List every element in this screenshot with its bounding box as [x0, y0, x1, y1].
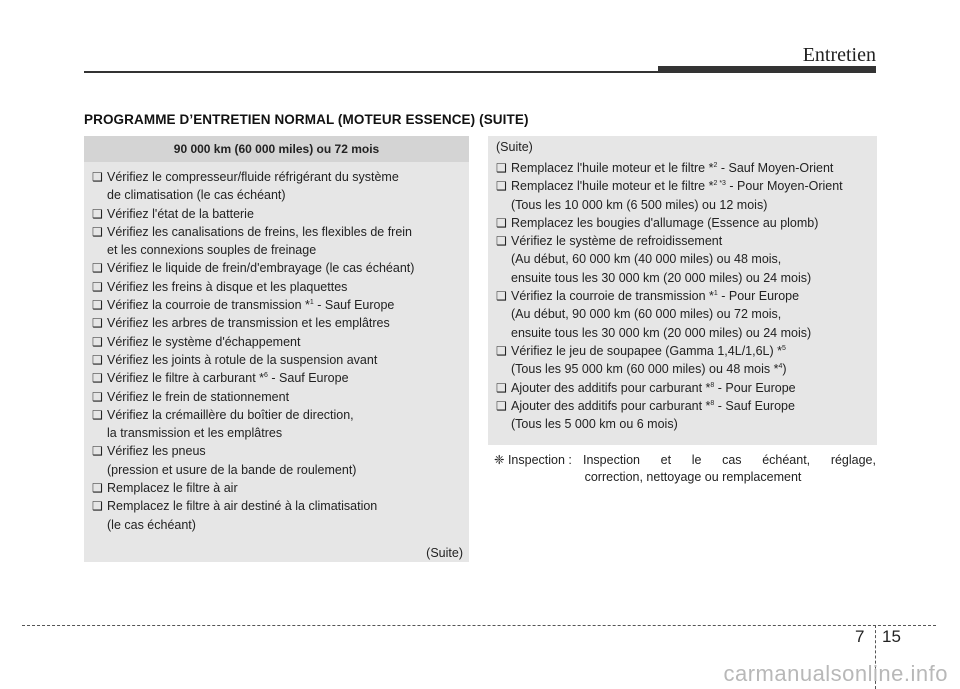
footnote-ref: 8	[710, 399, 715, 407]
section-title: PROGRAMME D’ENTRETIEN NORMAL (MOTEUR ESSENCE) (SUITE)	[84, 112, 529, 127]
checkbox-icon: ❑	[92, 316, 103, 331]
checklist-item-continuation	[92, 461, 461, 479]
checklist-item-continuation	[496, 196, 877, 214]
page-number: 15	[882, 627, 901, 646]
footer-dashed-rule	[22, 625, 936, 626]
checklist-item-continuation	[496, 324, 877, 342]
footnote-ref: 1	[713, 290, 718, 298]
checkbox-icon: ❑	[496, 289, 507, 304]
checkbox-icon: ❑	[496, 179, 507, 194]
checklist-item-continuation-text: (Tous les 5 000 km ou 6 mois)	[511, 417, 678, 432]
checklist-item	[92, 497, 461, 515]
checklist-item-continuation-text: de climatisation (le cas échéant)	[107, 188, 286, 203]
checklist-item-text: Vérifiez le frein de stationnement	[107, 389, 290, 404]
checklist-item-qualifier: - Pour Europe	[717, 289, 800, 304]
footnote-ref: 1	[309, 299, 314, 307]
checkbox-icon: ❑	[92, 334, 103, 349]
checkbox-icon: ❑	[92, 444, 103, 459]
inspection-note-line1: Inspection et le cas échéant, réglage,	[583, 453, 876, 467]
checklist-item-text: Vérifiez le jeu de soupapee (Gamma 1,4L/1,6L) *	[511, 343, 782, 358]
checklist-item	[496, 177, 877, 195]
checklist-item-text: Vérifiez le système de refroidissement	[511, 234, 723, 249]
checklist-item	[496, 214, 877, 232]
checklist-item-qualifier: - Sauf Moyen-Orient	[717, 161, 834, 175]
checklist-item-continuation-text: la transmission et les emplâtres	[107, 426, 283, 441]
checklist-item-text: Vérifiez les freins à disque et les plaquettes	[107, 279, 348, 294]
checklist-item	[92, 388, 461, 406]
checklist-item-text: Vérifiez les arbres de transmission et les emplâtres	[107, 316, 390, 331]
checkbox-icon: ❑	[92, 499, 103, 514]
checklist-item-continuation-text: (Au début, 90 000 km (60 000 miles) ou 72 mois,	[511, 307, 782, 322]
left-suite-label: (Suite)	[426, 546, 463, 560]
checklist-item	[92, 168, 461, 186]
footnote-ref: 2	[713, 162, 718, 169]
checklist-item-continuation-text: (pression et usure de la bande de roulement)	[107, 462, 357, 477]
checklist-item-continuation-text: (le cas échéant)	[107, 517, 196, 532]
chapter-number: 7	[855, 627, 865, 646]
checklist-item-continuation	[92, 241, 461, 259]
checklist-item	[496, 342, 877, 360]
checkbox-icon: ❑	[92, 389, 103, 404]
checklist-item-continuation-text: (Au début, 60 000 km (40 000 miles) ou 48 mois,	[511, 252, 782, 267]
checkbox-icon: ❑	[496, 161, 507, 175]
checklist-item-text: Vérifiez le système d'échappement	[107, 334, 301, 349]
checklist-item-text: Vérifiez les pneus	[107, 444, 206, 459]
checkbox-icon: ❑	[496, 215, 507, 230]
checklist-item-continuation-text: et les connexions souples de freinage	[107, 243, 317, 258]
checklist-item	[92, 406, 461, 424]
checkbox-icon: ❑	[92, 279, 103, 294]
checklist-item-continuation	[496, 305, 877, 323]
checklist-item-continuation-text: ensuite tous les 30 000 km (20 000 miles) ou 24 mois)	[511, 325, 812, 340]
checklist-item-continuation	[92, 424, 461, 442]
footnote-ref: 5	[782, 344, 786, 352]
checklist-item-text: Remplacez l'huile moteur et le filtre *	[511, 161, 714, 175]
checklist-item-qualifier: - Sauf Europe	[714, 398, 795, 413]
checklist-item-qualifier: - Sauf Europe	[267, 371, 349, 386]
checklist-item	[496, 232, 877, 250]
checklist-item-text: Vérifiez l'état de la batterie	[107, 206, 254, 221]
checklist-item-text: Vérifiez le liquide de frein/d'embrayage (le cas échéant)	[107, 261, 415, 276]
checklist-item	[496, 159, 877, 177]
checkbox-icon: ❑	[92, 298, 103, 313]
checklist-item-text: Vérifiez le compresseur/fluide réfrigérant du système	[107, 170, 399, 184]
header-rule-thick	[658, 66, 876, 73]
checkbox-icon: ❑	[92, 206, 103, 221]
checklist-item	[92, 296, 461, 314]
checklist-item-continuation	[496, 269, 877, 287]
checklist-item-continuation-text: (Tous les 10 000 km (6 500 miles) ou 12 mois)	[511, 197, 768, 212]
checklist-item	[92, 205, 461, 223]
checklist-item-text: Vérifiez les joints à rotule de la suspension avant	[107, 352, 378, 367]
checkbox-icon: ❑	[92, 407, 103, 422]
checklist-item	[92, 223, 461, 241]
checklist-item-text: Vérifiez les canalisations de freins, les flexibles de frein	[107, 224, 413, 239]
checkbox-icon: ❑	[92, 481, 103, 496]
checklist-item-continuation-text: (Tous les 95 000 km (60 000 miles) ou 48 mois *	[511, 362, 779, 377]
right-suite-label: (Suite)	[496, 140, 533, 154]
checkbox-icon: ❑	[496, 398, 507, 413]
checklist-item-continuation	[92, 186, 461, 204]
checkbox-icon: ❑	[92, 224, 103, 239]
checklist-item	[92, 369, 461, 387]
checkbox-icon: ❑	[92, 170, 103, 184]
checklist-item-text: Vérifiez la courroie de transmission *	[107, 298, 310, 313]
checkbox-icon: ❑	[496, 380, 507, 395]
footnote-ref: 2 *3	[713, 180, 726, 188]
checklist-item	[496, 397, 877, 415]
checklist-item-qualifier: )	[782, 362, 787, 377]
checklist-item	[92, 351, 461, 369]
checklist-item-text: Vérifiez la courroie de transmission *	[511, 289, 714, 304]
checkbox-icon: ❑	[496, 234, 507, 249]
checklist-item-text: Remplacez l'huile moteur et le filtre *	[511, 179, 714, 194]
checklist-item	[92, 479, 461, 497]
checklist-item-qualifier: - Sauf Europe	[313, 298, 395, 313]
checklist-item	[92, 278, 461, 296]
footnote-ref: 4	[778, 363, 783, 371]
checklist-item-text: Remplacez les bougies d'allumage (Essence au plomb)	[511, 215, 819, 230]
checkbox-icon: ❑	[92, 352, 103, 367]
checklist-item-continuation	[92, 516, 461, 534]
checklist-item-text: Vérifiez la crémaillère du boîtier de direction,	[107, 407, 354, 422]
checklist-item-continuation	[496, 415, 877, 433]
checklist-item	[496, 287, 877, 305]
checklist-item-qualifier: - Pour Europe	[714, 380, 796, 395]
checkbox-icon: ❑	[92, 371, 103, 386]
checklist-item-text: Ajouter des additifs pour carburant *	[511, 380, 711, 395]
footnote-ref: 6	[264, 372, 268, 380]
checklist-item	[496, 379, 877, 397]
right-maintenance-panel	[488, 136, 877, 445]
chapter-title: Entretien	[802, 44, 876, 66]
checklist-item	[92, 259, 461, 277]
checklist-item	[92, 314, 461, 332]
checklist-item-continuation	[496, 250, 877, 268]
checklist-item-text: Remplacez le filtre à air	[107, 481, 238, 496]
checklist-item-text: Vérifiez le filtre à carburant *	[107, 371, 265, 386]
inspection-note-line2: correction, nettoyage ou remplacement	[584, 470, 802, 484]
checklist-item-continuation-text: ensuite tous les 30 000 km (20 000 miles) ou 24 mois)	[511, 270, 812, 285]
checklist-item-text: Remplacez le filtre à air destiné à la climatisation	[107, 499, 378, 514]
footnote-ref: 8	[710, 381, 715, 389]
inspection-note-label: ❈ Inspection :	[494, 453, 572, 467]
left-panel-heading: 90 000 km (60 000 miles) ou 72 mois	[84, 136, 469, 162]
left-maintenance-panel	[84, 136, 469, 562]
checklist-item-text: Ajouter des additifs pour carburant *	[511, 398, 711, 413]
left-checklist	[84, 162, 469, 534]
checklist-item	[92, 333, 461, 351]
checklist-item-continuation	[496, 360, 877, 378]
watermark-logo: carmanualsonline.info	[723, 661, 948, 686]
right-checklist	[488, 157, 877, 433]
header-rule-thin	[84, 71, 662, 73]
checkbox-icon: ❑	[92, 261, 103, 276]
checkbox-icon: ❑	[496, 343, 507, 358]
inspection-note	[494, 452, 876, 486]
checklist-item-qualifier: - Pour Moyen-Orient	[725, 179, 843, 194]
checklist-item	[92, 442, 461, 460]
